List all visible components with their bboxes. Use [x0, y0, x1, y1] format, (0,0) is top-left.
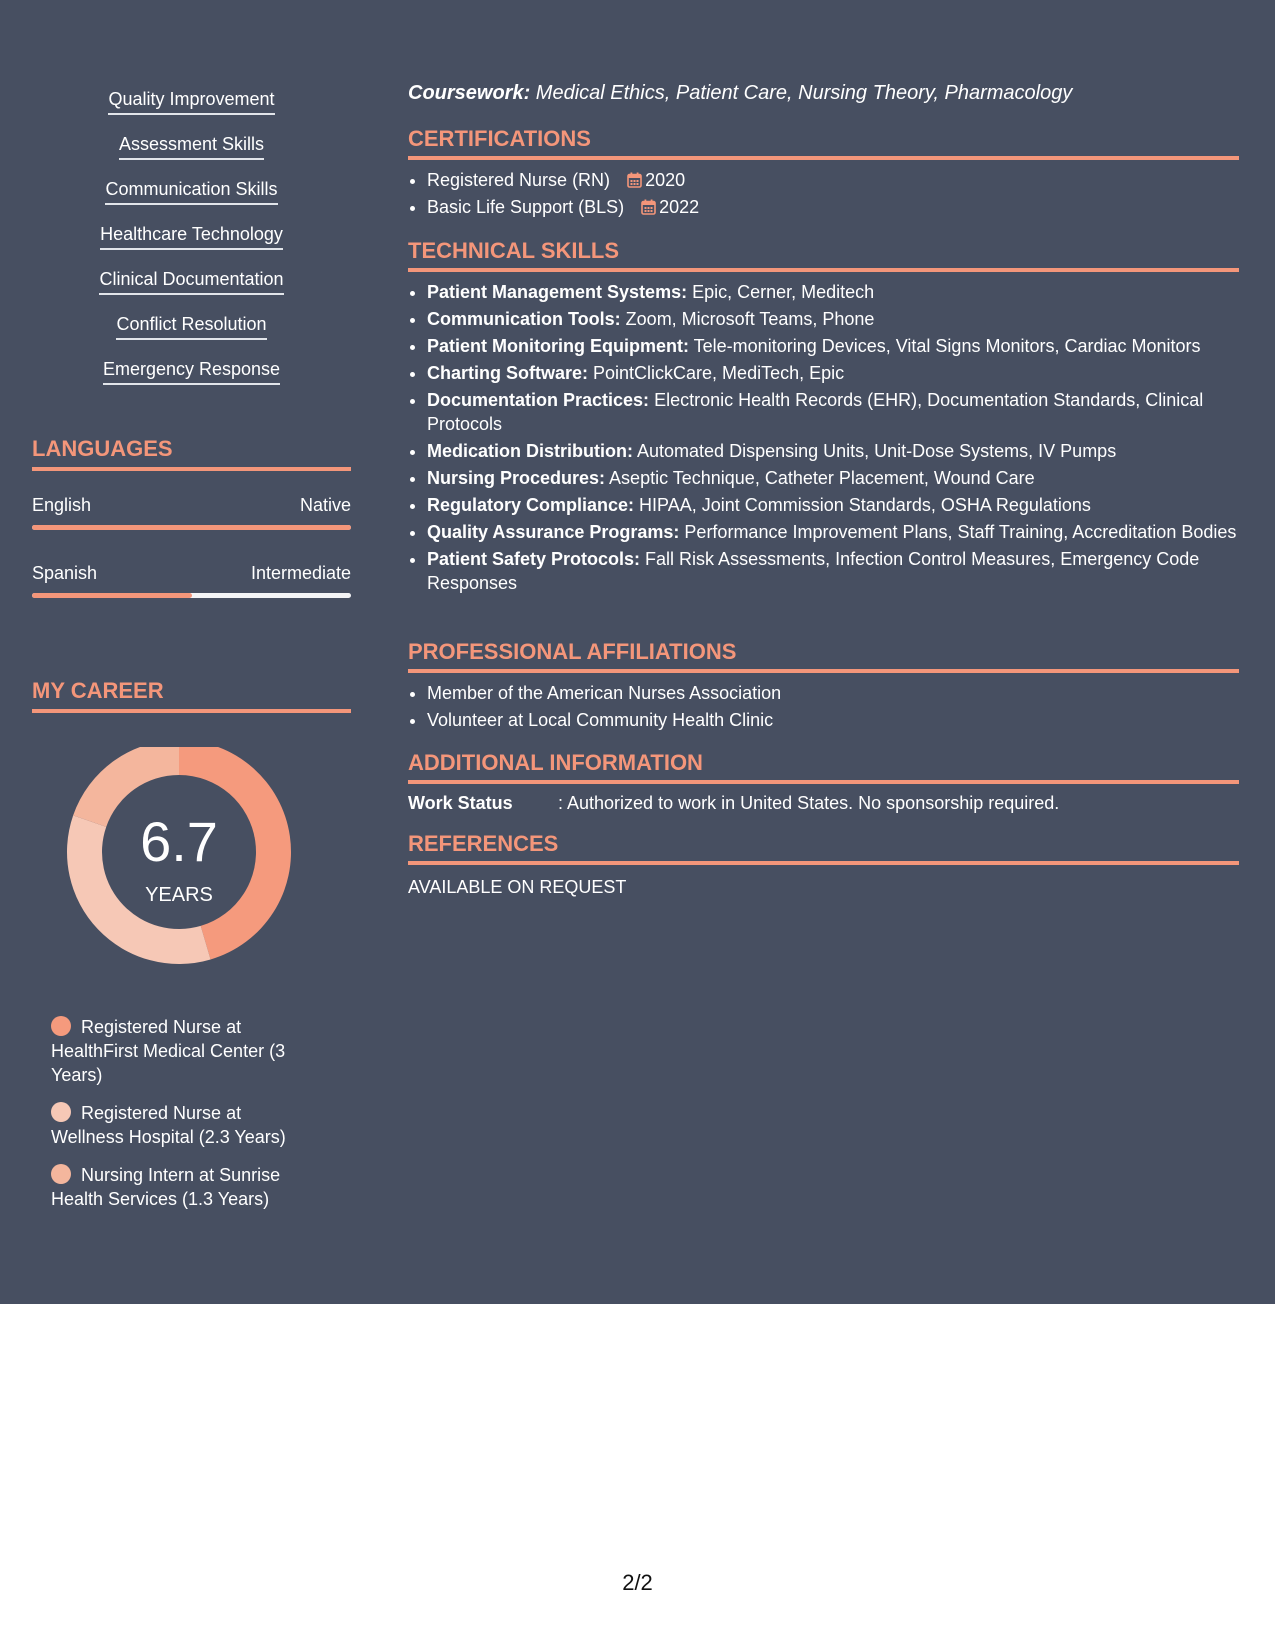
career-donut-chart [32, 747, 351, 987]
skill-item: Clinical Documentation [32, 267, 351, 312]
career-section [32, 677, 351, 713]
skill-item: Conflict Resolution [32, 312, 351, 357]
references-text: AVAILABLE ON REQUEST [408, 877, 627, 897]
technical-skills-list [408, 280, 1239, 595]
technical-skill-item: • Medication Distribution: Automated Dispensing Units, Unit-Dose Systems, IV Pumps [427, 439, 1239, 463]
language-spanish [32, 561, 351, 598]
legend-dot [51, 1164, 71, 1184]
languages-title: LANGUAGES [32, 435, 351, 471]
technical-skill-item: • Communication Tools: Zoom, Microsoft Teams, Phone [427, 307, 1239, 331]
work-status-row [408, 791, 1239, 815]
technical-skill-item: • Documentation Practices: Electronic Health Records (EHR), Documentation Standards, Clinical Protocols [427, 388, 1239, 436]
skill-item: Healthcare Technology [32, 222, 351, 267]
language-level: Intermediate [250, 563, 351, 583]
skills-list [32, 0, 351, 402]
certification-year: 2020 [645, 170, 686, 190]
technical-skill-item: • Patient Monitoring Equipment: Tele-monitoring Devices, Vital Signs Monitors, Cardiac Monitors [427, 334, 1239, 358]
legend-dot [51, 1016, 71, 1036]
language-level: Native [299, 495, 351, 515]
language-name: Spanish [32, 563, 98, 583]
career-total-unit: YEARS [145, 884, 213, 906]
language-proficiency-bar [32, 593, 351, 598]
technical-skill-item: • Patient Safety Protocols: Fall Risk Assessments, Infection Control Measures, Emergency Code Responses [427, 547, 1239, 595]
certification-year: 2022 [659, 197, 700, 217]
technical-skills-title: TECHNICAL SKILLS [408, 237, 1239, 272]
additional-info-title: ADDITIONAL INFORMATION [408, 749, 1239, 784]
skill-item: Emergency Response [32, 357, 351, 402]
affiliations-title: PROFESSIONAL AFFILIATIONS [408, 638, 1239, 673]
career-total-years: 6.7 [140, 810, 218, 873]
career-title: MY CAREER [32, 677, 351, 713]
language-proficiency-fill [32, 525, 351, 530]
affiliations-list [408, 681, 1239, 732]
affiliations-section [408, 638, 1239, 735]
skill-item: Quality Improvement [32, 87, 351, 132]
work-status-label: Work Status [408, 793, 513, 813]
technical-skill-item: • Quality Assurance Programs: Performance Improvement Plans, Staff Training, Accreditation Bodies [427, 520, 1239, 544]
certification-item: • Registered Nurse (RN) 2020 [427, 168, 1239, 192]
additional-info-section [408, 749, 1239, 815]
language-name: English [32, 495, 92, 515]
affiliation-item: • Volunteer at Local Community Health Clinic [427, 708, 1239, 732]
certification-item: • Basic Life Support (BLS) 2022 [427, 195, 1239, 219]
coursework-line: Coursework: Medical Ethics, Patient Care, Nursing Theory, Pharmacology [408, 82, 1073, 104]
skill-item: Communication Skills [32, 177, 351, 222]
references-title: REFERENCES [408, 830, 1239, 865]
skill-item: Assessment Skills [32, 132, 351, 177]
certifications-title: CERTIFICATIONS [408, 125, 1239, 160]
work-status-value: : Authorized to work in United States. No sponsorship required. [558, 793, 1060, 813]
legend-dot [51, 1102, 71, 1122]
references-section [408, 830, 1239, 899]
technical-skill-item: • Charting Software: PointClickCare, MediTech, Epic [427, 361, 1239, 385]
language-proficiency-bar [32, 525, 351, 530]
career-legend-item: Nursing Intern at Sunrise Health Services (1.3 Years) [51, 1165, 281, 1209]
page-number: 2/2 [622, 1570, 653, 1595]
calendar-icon [641, 199, 656, 215]
technical-skill-item: • Nursing Procedures: Aseptic Technique, Catheter Placement, Wound Care [427, 466, 1239, 490]
technical-skills-section [408, 237, 1239, 598]
language-proficiency-fill [32, 593, 192, 598]
certifications-list [408, 168, 1239, 219]
career-legend-item: Registered Nurse at Wellness Hospital (2.3 Years) [51, 1103, 286, 1147]
languages-section [32, 435, 351, 598]
language-english [32, 493, 351, 530]
technical-skill-item: • Regulatory Compliance: HIPAA, Joint Commission Standards, OSHA Regulations [427, 493, 1239, 517]
technical-skill-item: • Patient Management Systems: Epic, Cerner, Meditech [427, 280, 1239, 304]
career-legend [51, 1015, 311, 1225]
affiliation-item: • Member of the American Nurses Association [427, 681, 1239, 705]
left-column [32, 0, 351, 1209]
certifications-section [408, 125, 1239, 222]
calendar-icon [627, 172, 642, 188]
career-legend-item: Registered Nurse at HealthFirst Medical Center (3 Years) [51, 1017, 286, 1085]
